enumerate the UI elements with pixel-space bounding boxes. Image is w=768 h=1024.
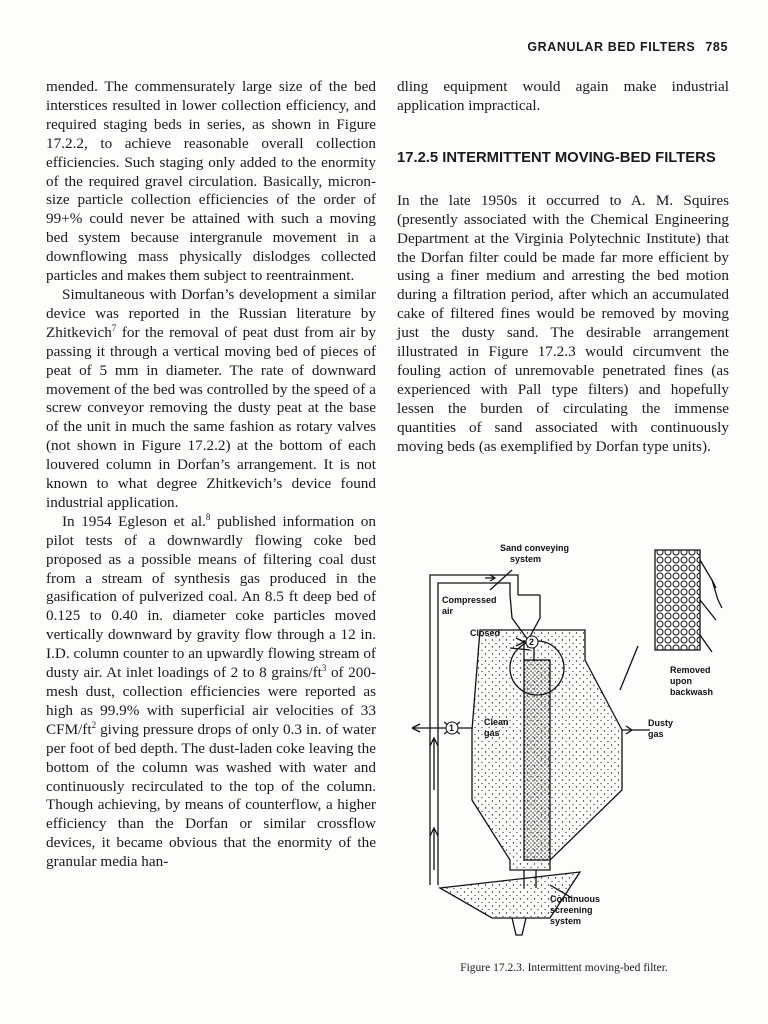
granular-bed: [524, 660, 550, 860]
left-column: [46, 78, 376, 872]
label-removed-3: backwash: [670, 687, 714, 697]
label-dusty-gas-2: gas: [648, 729, 664, 739]
text-run: for the removal of peat dust from air by passing it through a vertical moving bed of pieces of peat of 5 mm in diameter. The rate of downward movement of the bed was controlled by the speed of a screw conveyor removing the dusty peat at the base of the unit in much the same fashion as rotary valves (not shown in Figure 17.2.2) at the bottom of each louvered column in Dorfan’s arrangement. It is not known to what degree Zhitkevich’s device found industrial application.: [46, 323, 376, 511]
label-removed: Removed: [670, 665, 711, 675]
label-valve-2: 2: [529, 637, 535, 647]
paragraph: dling equipment would again make industrial application impractical.: [397, 78, 729, 114]
text-run: In 1954 Egleson et al.: [62, 512, 206, 530]
label-clean-gas: Clean: [484, 717, 509, 727]
superscript: 3: [321, 663, 327, 674]
superscript: 2: [91, 719, 97, 730]
label-removed-2: upon: [670, 676, 692, 686]
text-run: published information on pilot tests of a downwardly flowing coke bed proposed as a possible means of filtering coal dust from a stream of synthesis gas produced in the gasification of pulverized coal. An 8.5 ft deep bed of 0.125 to 0.40 in. diameter coke particles moved vertically downward by gravity flow through a 12 in. I.D. column counter to an upwardly flowing stream of dusty air. At inlet loadings of 2 to 8 grains/ft: [46, 512, 376, 682]
label-dusty-gas: Dusty: [648, 718, 674, 728]
running-header: [527, 40, 728, 54]
screening-outlet: [512, 918, 526, 935]
label-closed: Closed: [470, 628, 501, 638]
section-heading: 17.2.5 INTERMITTENT MOVING-BED FILTERS: [397, 149, 716, 166]
text-run: giving pressure drops of only 0.3 in. of water per foot of bed depth. The dust-laden coke leaving the bottom of the column was washed with water and continuously recirculated to the top of the column. Though achieving, by means of counterflow, a higher efficiency than the Dorfan or similar crossflow devices, it became obvious that the enormity of the granular media han-: [46, 720, 376, 871]
figure-caption: Figure 17.2.3. Intermittent moving-bed filter.: [460, 962, 668, 974]
paragraph: mended. The commensurately large size of the bed interstices resulted in lower collection efficiency, and required staging beds in series, as shown in Figure 17.2.2, to achieve reasonable overall collection efficiencies. Such staging only added to the enormity of the required gravel circulation. Basically, micron-size particle collection efficiencies of the order of 99+% could never be attained with such a moving bed system because intergranule movement in a downflowing mass physically dislodges collected particles and makes them subject to reentrainment.: [46, 78, 376, 285]
filter-diagram: [400, 540, 730, 960]
running-title: GRANULAR BED FILTERS: [527, 40, 696, 54]
paragraph: [46, 286, 376, 513]
label-clean-gas-2: gas: [484, 728, 500, 738]
label-sand-conveying: Sand conveying: [500, 543, 570, 553]
paragraph: [46, 513, 376, 872]
label-compressed-air-2: air: [442, 606, 454, 616]
page-number: 785: [705, 40, 728, 54]
label-screening-3: system: [550, 916, 582, 926]
text-run: of 200-mesh dust, collection efficiencies were reported as high as 99.9% with superficial air velocities of 33 CFM/ft: [46, 664, 376, 738]
paragraph: In the late 1950s it occurred to A. M. Squires (presently associated with the Chemical Engineering Department at the Virginia Polytechnic Institute) that the Dorfan filter could be made far more efficient by using a finer medium and arresting the bed motion during a filtration period, after which an accumulated cake of filtered fines would be removed by moving just the dusty sand. The desirable arrangement illustrated in Figure 17.2.3 would circumvent the fouling action of unremovable penetrated fines (as experienced with Pall type filters) and hopefully lessen the burden of circulating the immense quantities of sand associated with continuously moving beds (as exemplified by Dorfan type units).: [397, 191, 729, 455]
backwash-detail: [655, 550, 700, 650]
label-sand-conveying-2: system: [510, 554, 542, 564]
label-valve-1: 1: [449, 723, 455, 733]
label-screening-2: screening: [550, 905, 593, 915]
label-compressed-air: Compressed: [442, 595, 497, 605]
label-screening: Continuous: [550, 894, 600, 904]
reference-superscript: 7: [111, 322, 117, 333]
text-run: Simultaneous with Dorfan’s development a similar device was reported in the Russian literature by Zhitkevich: [46, 285, 376, 341]
reference-superscript: 8: [205, 511, 211, 522]
figure-intermittent-moving-bed-filter: [400, 540, 730, 960]
right-column: [397, 78, 729, 457]
